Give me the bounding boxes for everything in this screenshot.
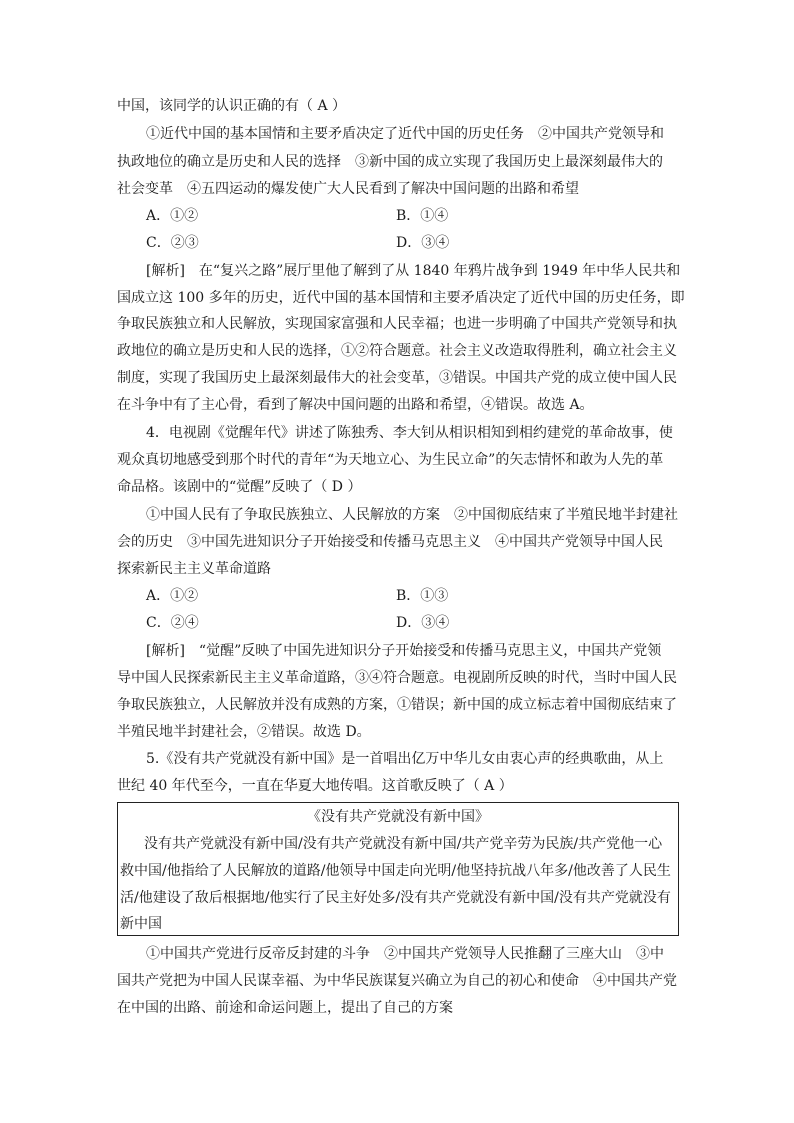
text-line: 在中国的出路、前途和命运问题上，提出了自己的方案 <box>117 1000 453 1016</box>
text-line: 社会变革 ④五四运动的爆发使广大人民看到了解决中国问题的出路和希望 <box>117 181 579 197</box>
song-lyrics-box <box>117 802 679 936</box>
analysis-line: 半殖民地半封建社会，②错误。故选 D。 <box>117 724 371 740</box>
option-b: B．①③ <box>396 588 449 604</box>
analysis-line: 国成立这 100 多年的历史，近代中国的基本国情和主要矛盾决定了近代中国的历史任务，即 <box>117 290 685 306</box>
text-line: 国共产党把为中国人民谋幸福、为中华民族谋复兴确立为自己的初心和使命 ④中国共产党 <box>117 973 677 989</box>
option-a: A．①② <box>146 208 199 224</box>
option-b: B．①④ <box>396 208 449 224</box>
analysis-line: 争取民族独立和人民解放，实现国家富强和人民幸福；也进一步明确了中国共产党领导和执 <box>117 316 677 332</box>
option-c: C．②③ <box>146 235 199 251</box>
analysis-line: [解析] “觉醒”反映了中国先进知识分子开始接受和传播马克思主义，中国共产党领 <box>146 643 662 659</box>
lyric-line: 没有共产党就没有新中国/没有共产党就没有新中国/共产党辛劳为民族/共产党他一心 <box>144 836 663 852</box>
question-4: 4．电视剧《觉醒年代》讲述了陈独秀、李大钊从相识相知到相约建党的革命故事，使 <box>146 425 673 441</box>
lyric-line: 活/他建设了敌后根据地/他实行了民主好处多/没有共产党就没有新中国/没有共产党就没有 <box>120 890 671 906</box>
lyric-line: 救中国/他指给了人民解放的道路/他领导中国走向光明/他坚持抗战八年多/他改善了人民生 <box>120 863 671 879</box>
text-line: 中国，该同学的认识正确的有（ A ） <box>117 98 347 114</box>
text-line: 会的历史 ③中国先进知识分子开始接受和传播马克思主义 ④中国共产党领导中国人民 <box>117 534 663 550</box>
option-d: D．③④ <box>396 235 450 251</box>
option-c: C．②④ <box>146 615 199 631</box>
analysis-line: 政地位的确立是历史和人民的选择，①②符合题意。社会主义改造取得胜利，确立社会主义 <box>117 343 677 359</box>
analysis-line: 争取民族独立，人民解放并没有成熟的方案，①错误；新中国的成立标志着中国彻底结束了 <box>117 697 677 713</box>
text-line: ①中国人民有了争取民族独立、人民解放的方案 ②中国彻底结束了半殖民地半封建社 <box>146 507 678 523</box>
text-line: 探索新民主主义革命道路 <box>117 561 271 577</box>
analysis-line: 导中国人民探索新民主主义革命道路，③④符合题意。电视剧所反映的时代，当时中国人民 <box>117 670 677 686</box>
song-title: 《没有共产党就没有新中国》 <box>307 809 489 825</box>
text-line: 观众真切地感受到那个时代的青年“为天地立心、为生民立命”的矢志情怀和敢为人先的革 <box>117 452 664 468</box>
analysis-line: 制度，实现了我国历史上最深刻最伟大的社会变革，③错误。中国共产党的成立使中国人民 <box>117 370 677 386</box>
option-d: D．③④ <box>396 615 450 631</box>
question-5: 5.《没有共产党就没有新中国》是一首唱出亿万中华儿女由衷心声的经典歌曲，从上 <box>146 751 664 767</box>
option-a: A．①② <box>146 588 199 604</box>
lyric-line: 新中国 <box>120 916 162 932</box>
text-line: 世纪 40 年代至今，一直在华夏大地传唱。这首歌反映了（ A ） <box>117 778 513 794</box>
analysis-line: [解析] 在“复兴之路”展厅里他了解到了从 1840 年鸦片战争到 1949 年中华人民共和 <box>146 263 681 279</box>
text-line: 命品格。该剧中的“觉醒”反映了（ D ） <box>117 479 362 495</box>
text-line: ①近代中国的基本国情和主要矛盾决定了近代中国的历史任务 ②中国共产党领导和 <box>146 126 664 142</box>
analysis-line: 在斗争中有了主心骨，看到了解决中国问题的出路和希望，④错误。故选 A。 <box>117 397 594 413</box>
text-line: ①中国共产党进行反帝反封建的斗争 ②中国共产党领导人民推翻了三座大山 ③中 <box>146 946 664 962</box>
text-line: 执政地位的确立是历史和人民的选择 ③新中国的成立实现了我国历史上最深刻最伟大的 <box>117 154 663 170</box>
